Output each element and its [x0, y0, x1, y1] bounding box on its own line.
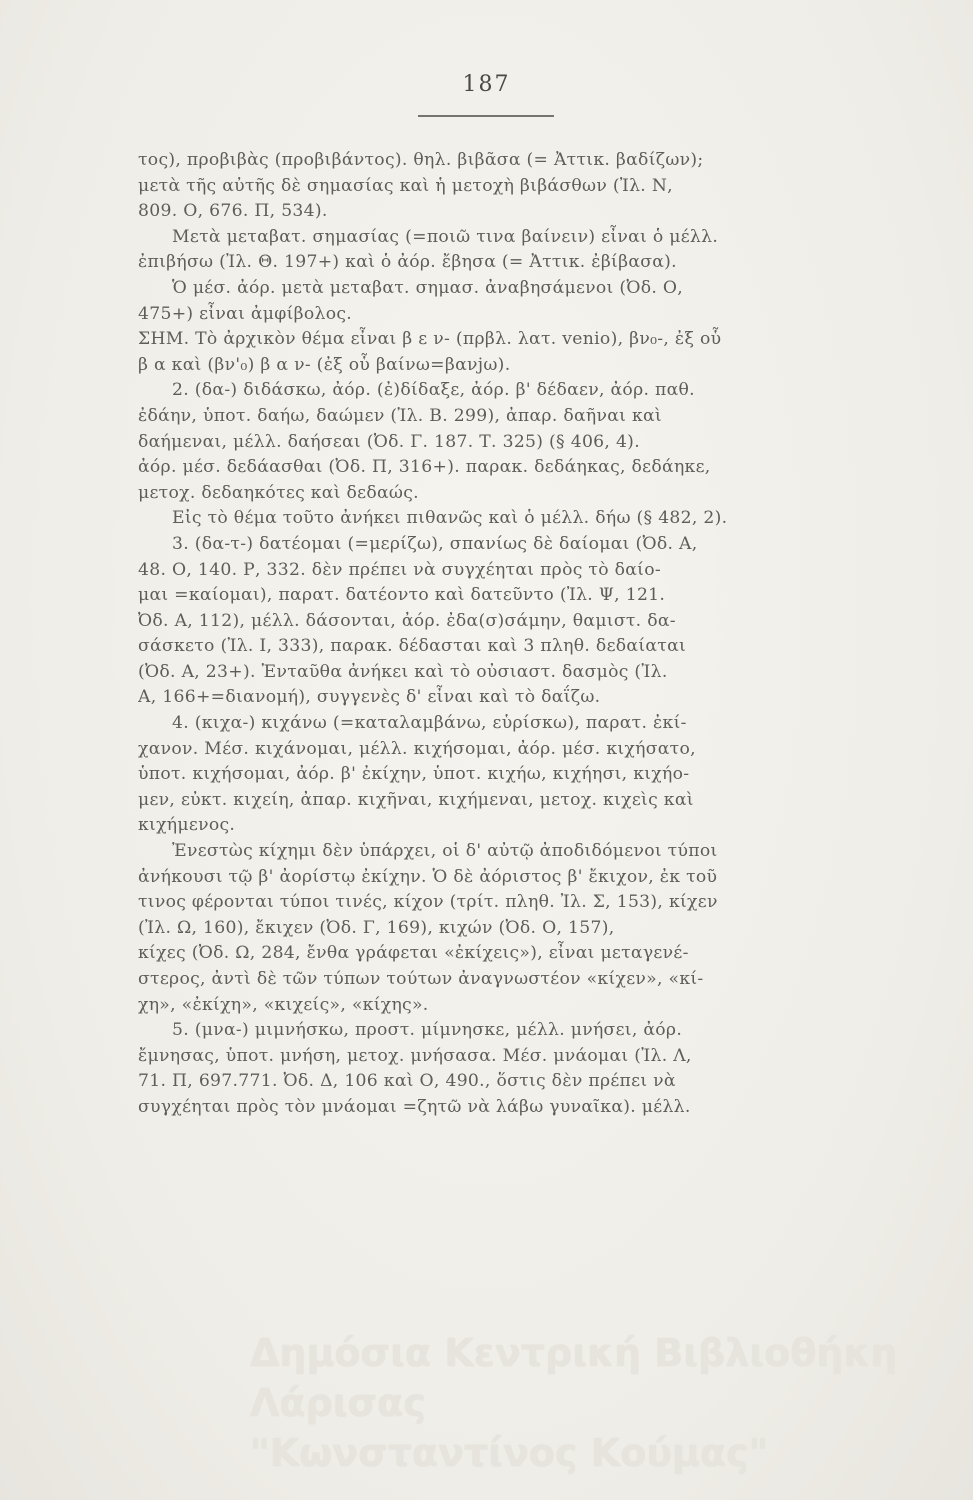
text-line: ἔμνησας, ὑποτ. μνήση, μετοχ. μνήσασα. Μέσ. μνάομαι (Ἰλ. Λ,	[138, 1045, 692, 1066]
text-line: (Ἰλ. Ω, 160), ἔκιχεν (Ὀδ. Γ, 169), κιχών (Ὀδ. Ο, 157),	[138, 917, 615, 938]
text-line: 475+) εἶναι ἀμφίβολος.	[138, 303, 353, 324]
text-line: σάσκετο (Ἰλ. Ι, 333), παρακ. δέδασται καὶ 3 πληθ. δεδαίαται	[138, 636, 687, 657]
text-line: ἀόρ. μέσ. δεδάασθαι (Ὀδ. Π, 316+). παρακ. δεδάηκας, δεδάηκε,	[138, 457, 711, 478]
text-line: 4. (κιχα-) κιχάνω (=καταλαμβάνω, εὑρίσκω), παρατ. ἐκί-	[172, 713, 687, 734]
watermark-line-1: Δημόσια Κεντρική Βιβλιοθήκη Λάρισας	[250, 1331, 898, 1425]
page-number-rule	[418, 115, 554, 117]
text-line: συγχέηται πρὸς τὸν μνάομαι =ζητῶ νὰ λάβω γυναῖκα). μέλλ.	[138, 1096, 691, 1117]
text-line: χη», «ἐκίχη», «κιχείς», «κίχης».	[138, 994, 429, 1015]
text-line: 809. Ο, 676. Π, 534).	[138, 201, 328, 222]
page-number: 187	[462, 72, 511, 97]
text-line: μετὰ τῆς αὐτῆς δὲ σημασίας καὶ ἡ μετοχὴ βιβάσθων (Ἰλ. Ν,	[138, 175, 673, 196]
text-line: μετοχ. δεδαηκότες καὶ δεδαώς.	[138, 482, 419, 503]
text-line: Α, 166+=διανομή), συγγενὲς δ' εἶναι καὶ τὸ δαΐζω.	[138, 687, 601, 708]
text-line: 3. (δα-τ-) δατέομαι (=μερίζω), σπανίως δὲ δαίομαι (Ὀδ. Α,	[172, 533, 698, 554]
text-line: στερος, ἀντὶ δὲ τῶν τύπων τούτων ἀναγνωστέον «κίχεν», «κί-	[138, 969, 704, 989]
text-line: τινος φέρονται τύποι τινές, κίχον (τρίτ. πληθ. Ἰλ. Σ, 153), κίχεν	[138, 892, 718, 913]
text-line: Ὁ μέσ. ἀόρ. μετὰ μεταβατ. σημασ. ἀναβησάμενοι (Ὀδ. Ο,	[172, 277, 684, 298]
text-line: 2. (δα-) διδάσκω, ἀόρ. (ἐ)δίδαξε, ἀόρ. β' δέδαεν, ἀόρ. παθ.	[172, 380, 695, 401]
text-line: 71. Π, 697.771. Ὀδ. Δ, 106 καὶ Ο, 490., ὅστις δὲν πρέπει νὰ	[138, 1071, 676, 1092]
text-line: 5. (μνα-) μιμνήσκω, προστ. μίμνησκε, μέλλ. μνήσει, ἀόρ.	[172, 1020, 683, 1041]
body-text	[138, 148, 800, 1121]
text-line: Εἰς τὸ θέμα τοῦτο ἀνήκει πιθανῶς καὶ ὁ μέλλ. δήω (§ 482, 2).	[172, 508, 728, 529]
text-line: χανον. Μέσ. κιχάνομαι, μέλλ. κιχήσομαι, ἀόρ. μέσ. κιχήσατο,	[138, 738, 696, 759]
text-line: 48. Ο, 140. Ρ, 332. δὲν πρέπει νὰ συγχέηται πρὸς τὸ δαίο-	[138, 559, 661, 580]
text-line: τος), προβιβὰς (προβιβάντος). θηλ. βιβᾶσα (= Ἀττικ. βαδίζων);	[138, 150, 704, 170]
watermark-line-2: "Κωνσταντίνος Κούμας"	[250, 1431, 769, 1475]
text-line: Ἐνεστὼς κίχημι δὲν ὑπάρχει, οἱ δ' αὐτῷ ἀποδιδόμενοι τύποι	[172, 841, 718, 862]
text-line: ἀνήκουσι τῷ β' ἀορίστῳ ἐκίχην. Ὁ δὲ ἀόριστος β' ἔκιχον, ἐκ τοῦ	[138, 866, 718, 887]
text-line: ἐπιβήσω (Ἰλ. Θ. 197+) καὶ ὁ ἀόρ. ἔβησα (= Ἀττικ. ἐβίβασα).	[138, 252, 677, 273]
text-line: δαήμεναι, μέλλ. δαήσεαι (Ὀδ. Γ. 187. Τ. 325) (§ 406, 4).	[138, 431, 640, 452]
text-line: ὑποτ. κιχήσομαι, ἀόρ. β' ἐκίχην, ὑποτ. κιχήω, κιχήησι, κιχήο-	[138, 764, 690, 785]
text-line: μεν, εὐκτ. κιχείη, ἀπαρ. κιχῆναι, κιχήμεναι, μετοχ. κιχεὶς καὶ	[138, 789, 694, 810]
text-line: ἐδάην, ὑποτ. δαήω, δαώμεν (Ἰλ. Β. 299), ἀπαρ. δαῆναι καὶ	[138, 405, 662, 426]
text-line: (Ὀδ. Α, 23+). Ἐνταῦθα ἀνήκει καὶ τὸ οὐσιαστ. δασμὸς (Ἰλ.	[138, 661, 668, 682]
text-line: Ὀδ. Α, 112), μέλλ. δάσονται, ἀόρ. ἐδα(σ)σάμην, θαμιστ. δα-	[138, 610, 676, 631]
text-line: μαι =καίομαι), παρατ. δατέοντο καὶ δατεῦντο (Ἰλ. Ψ, 121.	[138, 585, 666, 606]
text-line: ΣΗΜ. Τὸ ἀρχικὸν θέμα εἶναι β ε ν- (πρβλ. λατ. venio), βν₀-, ἐξ οὗ	[138, 329, 722, 350]
text-line: κίχες (Ὀδ. Ω, 284, ἔνθα γράφεται «ἐκίχεις»), εἶναι μεταγενέ-	[138, 943, 689, 964]
library-watermark	[0, 1328, 973, 1478]
text-line: β α καὶ (βν'₀) β α ν- (ἐξ οὗ βαίνω=βανjω).	[138, 354, 511, 375]
text-line: κιχήμενος.	[138, 815, 236, 836]
text-line: Μετὰ μεταβατ. σημασίας (=ποιῶ τινα βαίνειν) εἶναι ὁ μέλλ.	[172, 226, 719, 247]
